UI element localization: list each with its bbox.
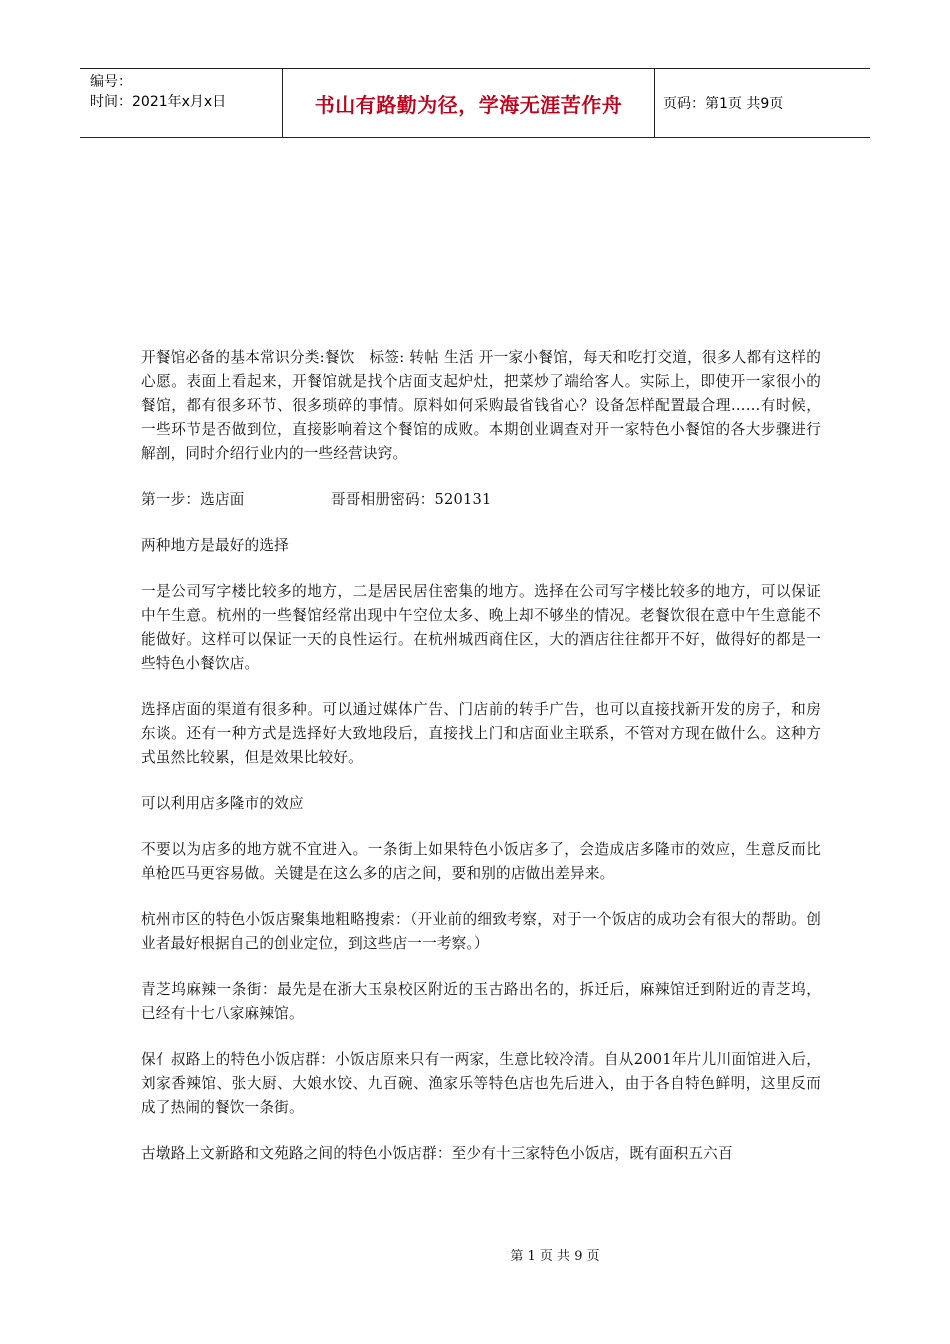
section-heading-cluster-effect: 可以利用店多隆市的效应 (141, 795, 304, 812)
paragraph-office-residential: 一是公司写字楼比较多的地方，二是居民居住密集的地方。选择在公司写字楼比较多的地方，可以保证中午生意。杭州的一些餐馆经常出现中午空位太多、晚上却不够坐的情况。老餐饮很在意中午生意能不能做好。这样可以保证一天的良性运行。在杭州城西商住区，大的酒店往往都开不好，做得好的都是一些特色小餐饮店。 (141, 583, 821, 672)
motto-text: 书山有路勤为径，学海无涯苦作舟 (314, 92, 623, 117)
section-heading-best-locations: 两种地方是最好的选择 (141, 537, 289, 554)
document-header (80, 68, 870, 138)
paragraph-gudun-road: 古墩路上文新路和文苑路之间的特色小饭店群：至少有十三家特色小饭店，既有面积五六百 (141, 1145, 733, 1162)
header-meta (80, 69, 282, 137)
page-footer (0, 1245, 950, 1264)
footer-page-number: 第 1 页 共 9 页 (510, 1249, 600, 1264)
time-label: 时间：2021年x月x日 (90, 94, 227, 110)
paragraph-qingzhiwu: 青芝坞麻辣一条街：最先是在浙大玉泉校区附近的玉古路出名的，拆迁后，麻辣馆迁到附近的青芝坞，已经有十七八家麻辣馆。 (141, 981, 821, 1022)
header-motto-cell (282, 69, 655, 137)
header-page-info (655, 69, 870, 137)
paragraph-baoshu-road: 保亻叔路上的特色小饭店群：小饭店原来只有一两家，生意比较冷清。自从2001年片儿川面馆进入后，刘家香辣馆、张大厨、大娘水饺、九百碗、渔家乐等特色店也先后进入，由于各自特色鲜明，这里反而成了热闹的餐饮一条街。 (141, 1051, 821, 1116)
paragraph-store-channels: 选择店面的渠道有很多种。可以通过媒体广告、门店前的转手广告，也可以直接找新开发的房子，和房东谈。还有一种方式是选择好大致地段后，直接找上门和店面业主联系，不管对方现在做什么。这种方式虽然比较累，但是效果比较好。 (141, 701, 821, 766)
step-one-line (141, 488, 821, 512)
serial-label: 编号： (90, 74, 132, 90)
paragraph-cluster-effect: 不要以为店多的地方就不宜进入。一条街上如果特色小饭店多了，会造成店多隆市的效应，生意反而比单枪匹马更容易做。关键是在这么多的店之间，要和别的店做出差异来。 (141, 841, 821, 882)
paragraph-hangzhou-search: 杭州市区的特色小饭店聚集地粗略搜索：（开业前的细致考察，对于一个饭店的成功会有很大的帮助。创业者最好根据自己的创业定位，到这些店一一考察。） (141, 911, 821, 952)
intro-paragraph: 开餐馆必备的基本常识分类:餐饮 标签: 转帖 生活 开一家小餐馆，每天和吃打交道，很多人都有这样的心愿。表面上看起来，开餐馆就是找个店面支起炉灶，把菜炒了端给客人。实际上，即使开一家很小的餐馆，都有很多环节、很多琐碎的事情。原料如何采购最省钱省心？设备怎样配置最合理……有时候，一些环节是否做到位，直接影响着这个餐馆的成败。本期创业调查对开一家特色小餐馆的各大步骤进行解剖，同时介绍行业内的一些经营诀窍。 (141, 349, 821, 462)
page-info-text: 页码：第1页 共9页 (663, 96, 784, 112)
document-body (141, 346, 821, 1188)
step-one-label: 第一步：选店面 (141, 491, 245, 508)
step-one-note: 哥哥相册密码：520131 (331, 491, 492, 508)
